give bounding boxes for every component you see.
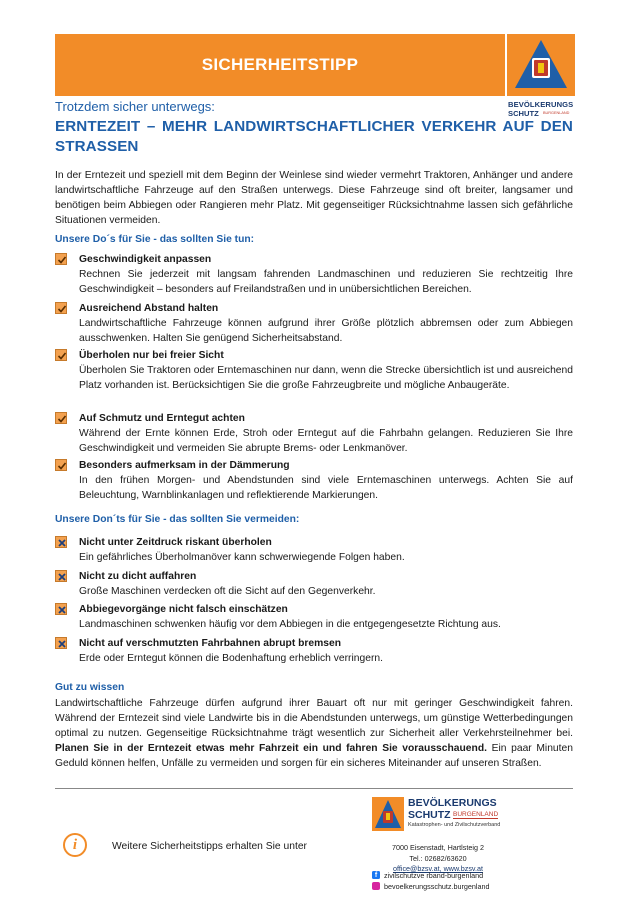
- checkmark-icon: [55, 459, 67, 471]
- facebook-link[interactable]: zivilschutzve rband-burgenland: [384, 871, 484, 880]
- intro-paragraph: In der Erntezeit und speziell mit dem Beginn der Weinlese sind wieder vermehrt Traktoren, Anhänger und andere landwirtschaftliche Fahrzeuge auf den Straßen unterwegs. Diese Fahrzeuge sind oft breiter, langsamer und benötigen beim Abbiegen oder Rangieren mehr Platz. Mit gegenseitiger Rücksichtnahme lassen sich gefährliche Situationen vermeiden.: [55, 170, 573, 226]
- cross-icon: [55, 536, 67, 548]
- footer-logo: BEVÖLKERUNGS SCHUTZ BURGENLAND Katastrophen- und Zivilschutzverband: [372, 797, 512, 839]
- subtitle: Trotzdem sicher unterwegs:: [55, 99, 215, 114]
- checkmark-icon: [55, 253, 67, 265]
- contact-links[interactable]: office@bzsv.at, www.bzsv.at: [393, 864, 483, 873]
- triangle-logo-icon: [374, 799, 402, 829]
- triangle-logo-icon: [513, 38, 569, 90]
- phone: Tel.: 02682/63620: [409, 854, 467, 863]
- footer-divider: [55, 788, 573, 789]
- checkmark-icon: [55, 302, 67, 314]
- donts-heading: Unsere Don´ts für Sie - das sollten Sie vermeiden:: [55, 514, 300, 525]
- cross-icon: [55, 637, 67, 649]
- instagram-link[interactable]: bevoelkerungsschutz.burgenland: [384, 882, 490, 891]
- checkmark-icon: [55, 349, 67, 361]
- info-icon: i: [63, 833, 87, 857]
- info-text: Weitere Sicherheitstipps erhalten Sie unter: [112, 841, 307, 852]
- good-to-know-heading: Gut zu wissen: [55, 682, 125, 693]
- banner-title: SICHERHEITSTIPP: [201, 55, 359, 74]
- instagram-icon[interactable]: [372, 882, 380, 890]
- good-to-know-paragraph: Landwirtschaftliche Fahrzeuge dürfen aufgrund ihrer Bauart oft nur mit geringer Geschwindigkeit fahren. Während der Erntezeit sind viele Landwirte bis in die Abendstunden unterwegs, um günstige Wetterbedingungen optimal zu nutzen. Gegenseitige Rücksichtnahme trägt wesentlich zur Sicherheit aller Verkehrsteilnehmer bei. Planen Sie in der Erntezeit etwas mehr Fahrzeit ein und fahren Sie vorausschauend. Ein paar Minuten Geduld können helfen, Unfälle zu vermeiden und sorgen für ein sicheres Miteinander auf unseren Straßen.: [55, 698, 573, 769]
- dos-heading: Unsere Do´s für Sie - das sollten Sie tun:: [55, 234, 255, 245]
- header-banner: [55, 34, 505, 96]
- cross-icon: [55, 603, 67, 615]
- facebook-icon[interactable]: f: [372, 871, 380, 879]
- page-title: ERNTEZEIT – MEHR LANDWIRTSCHAFTLICHER VERKEHR AUF DEN STRASSEN: [55, 118, 573, 155]
- address: 7000 Eisenstadt, Hartlsteig 2: [392, 843, 484, 852]
- cross-icon: [55, 570, 67, 582]
- checkmark-icon: [55, 412, 67, 424]
- organization-logo: BEVÖLKERUNGS SCHUTZ BURGENLAND: [507, 34, 575, 124]
